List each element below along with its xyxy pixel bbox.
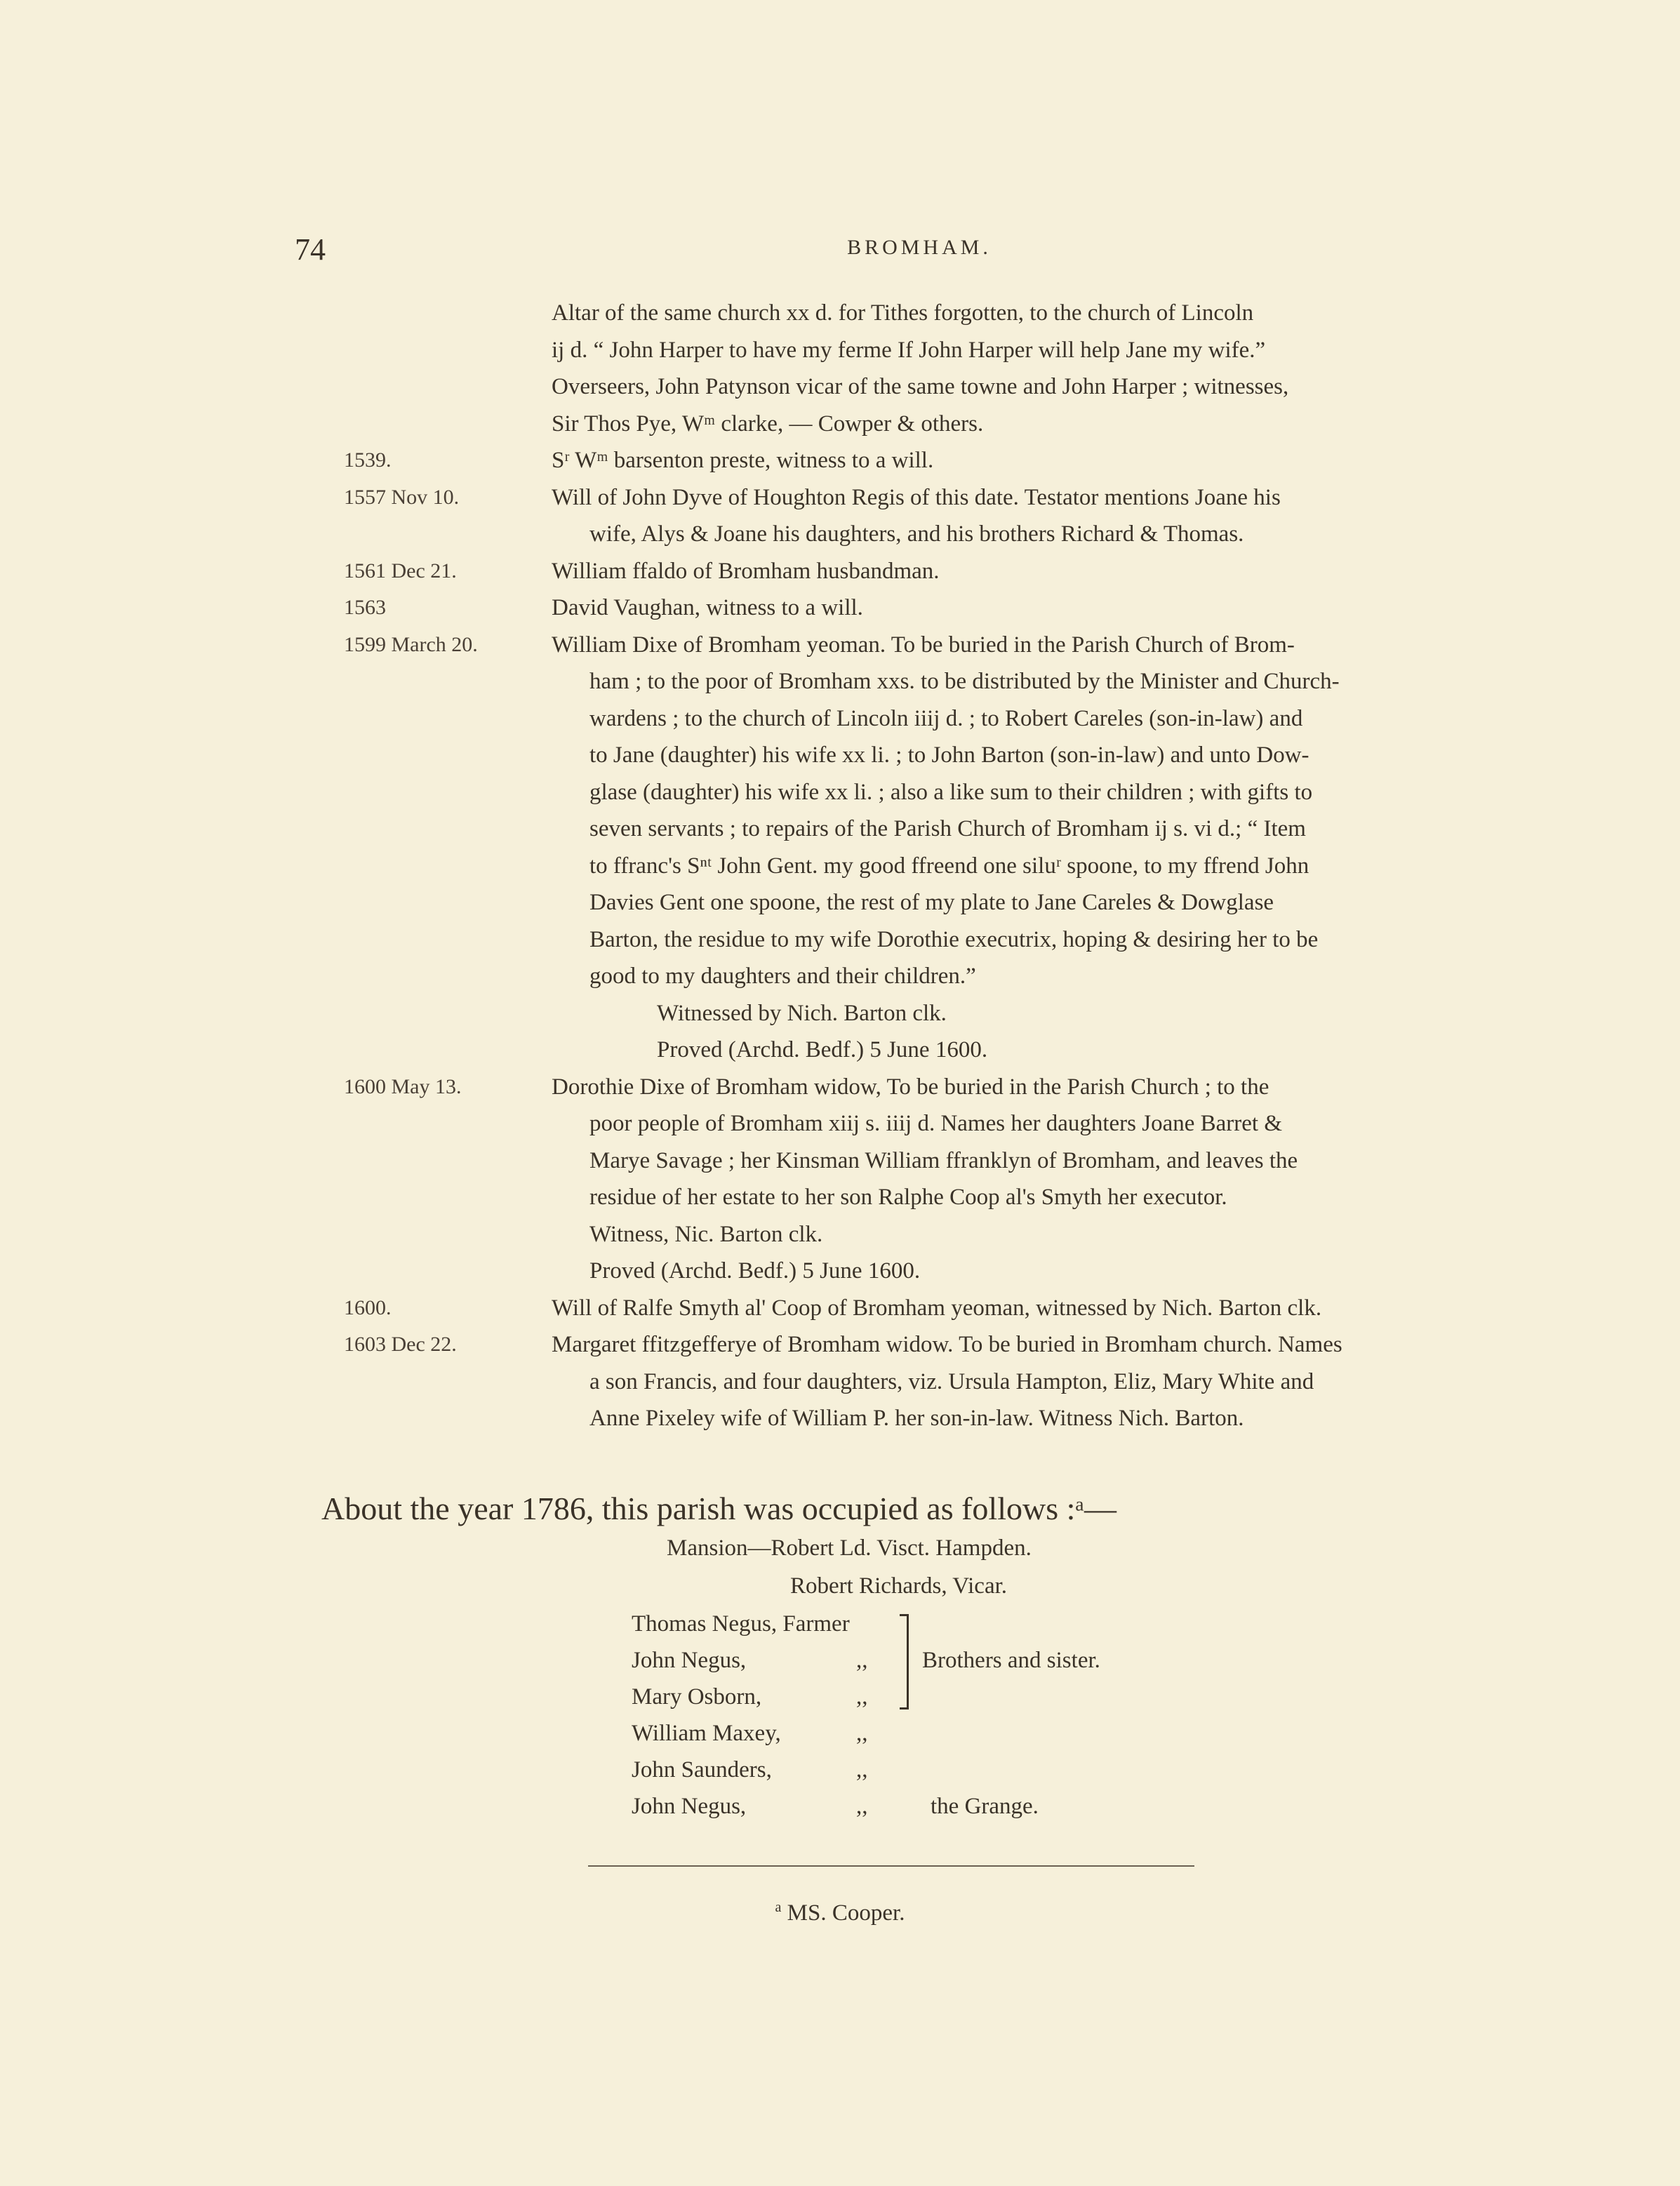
farmer-name: William Maxey, — [632, 1721, 781, 1746]
will-abstracts — [0, 295, 1680, 1437]
ditto-mark: ,, — [856, 1684, 868, 1710]
text-line: Margaret ffitzgefferye of Bromham widow. To be buried in Bromham church. Names — [552, 1332, 1342, 1357]
farmer-name: Thomas Negus, Farmer — [632, 1611, 850, 1637]
entry-date: 1563 — [344, 596, 386, 619]
intro-entry — [344, 295, 1537, 442]
text-line: Anne Pixeley wife of William P. her son-in-law. Witness Nich. Barton. — [589, 1406, 1244, 1431]
text-line: ham ; to the poor of Bromham xxs. to be distributed by the Minister and Church- — [589, 669, 1340, 694]
farmer-name: Mary Osborn, — [632, 1684, 762, 1710]
entry-date: 1599 March 20. — [344, 632, 478, 656]
text-line: good to my daughters and their children.” — [589, 964, 976, 989]
text-line: Davies Gent one spoone, the rest of my plate to Jane Careles & Dowglase — [589, 890, 1274, 915]
text-line: Will of John Dyve of Houghton Regis of this date. Testator mentions Joane his — [552, 484, 1281, 510]
text-line: Sir Thos Pye, Wᵐ clarke, — Cowper & others. — [552, 411, 984, 436]
text-line: Dorothie Dixe of Bromham widow, To be buried in the Parish Church ; to the — [552, 1074, 1269, 1100]
vicar-line: Robert Richards, Vicar. — [790, 1573, 1008, 1599]
ditto-mark: ,, — [856, 1757, 868, 1782]
entry-text — [552, 1326, 1537, 1437]
text-line: William ffaldo of Bromham husbandman. — [552, 558, 940, 584]
text-line: seven servants ; to repairs of the Parish Church of Bromham ij s. vi d.; “ Item — [589, 816, 1306, 841]
entry-text — [552, 442, 1537, 479]
text-line: Marye Savage ; her Kinsman William ffranklyn of Bromham, and leaves the — [589, 1147, 1298, 1173]
entry-date: 1603 Dec 22. — [344, 1333, 457, 1356]
entry-date: 1561 Dec 21. — [344, 559, 457, 582]
text-line: wife, Alys & Joane his daughters, and his brothers Richard & Thomas. — [589, 521, 1244, 547]
text-line: a son Francis, and four daughters, viz. Ursula Hampton, Eliz, Mary White and — [589, 1368, 1314, 1394]
entry-1600 — [344, 1290, 1537, 1327]
ditto-mark: ,, — [856, 1721, 868, 1746]
footnote-text: MS. Cooper. — [787, 1900, 905, 1926]
ditto-mark: ,, — [856, 1794, 868, 1819]
entry-text — [552, 1290, 1537, 1327]
entry-date: 1600. — [344, 1295, 392, 1319]
ditto-mark: ,, — [856, 1648, 868, 1673]
text-line: residue of her estate to her son Ralphe Coop al's Smyth her executor. — [589, 1185, 1227, 1210]
text-line: Witnessed by Nich. Barton clk. — [657, 1000, 947, 1026]
entry-date: 1600 May 13. — [344, 1074, 462, 1098]
entry-1599 — [344, 627, 1537, 1069]
mansion-line: Mansion—Robert Ld. Visct. Hampden. — [667, 1535, 1032, 1561]
page-header — [295, 232, 1544, 274]
page-number: 74 — [295, 232, 326, 267]
text-line: ij d. “ John Harper to have my ferme If John Harper will help Jane my wife.” — [552, 337, 1266, 363]
entry-text — [552, 553, 1537, 590]
entry-text — [552, 627, 1537, 1069]
occupants-heading: About the year 1786, this parish was occupied as follows :ᵃ— — [321, 1491, 1116, 1526]
entry-1557 — [344, 479, 1537, 553]
text-line: Barton, the residue to my wife Dorothie executrix, hoping & desiring her to be — [589, 926, 1319, 952]
text-line: poor people of Bromham xiij s. iiij d. Names her daughters Joane Barret & — [589, 1111, 1283, 1136]
text-line: Will of Ralfe Smyth al' Coop of Bromham yeoman, witnessed by Nich. Barton clk. — [552, 1295, 1322, 1321]
footnote — [0, 1900, 1680, 1926]
running-head: BROMHAM. — [847, 236, 992, 259]
text-line: Witness, Nic. Barton clk. — [589, 1221, 823, 1247]
entry-1600-may — [344, 1069, 1537, 1290]
entry-1603 — [344, 1326, 1537, 1437]
grange-note: the Grange. — [931, 1794, 1039, 1819]
entry-text — [552, 589, 1537, 627]
text-line: David Vaughan, witness to a will. — [552, 595, 863, 620]
farmer-name: John Saunders, — [632, 1757, 772, 1782]
entry-1561 — [344, 553, 1537, 590]
footnote-rule — [588, 1865, 1194, 1867]
text-line: William Dixe of Bromham yeoman. To be buried in the Parish Church of Brom- — [552, 632, 1295, 658]
entry-text — [552, 1069, 1537, 1290]
entry-1563 — [344, 589, 1537, 627]
text-line: Proved (Archd. Bedf.) 5 June 1600. — [589, 1258, 921, 1284]
footnote-marker: a — [775, 1900, 782, 1915]
text-line: Sʳ Wᵐ barsenton preste, witness to a will. — [552, 448, 934, 473]
text-line: to Jane (daughter) his wife xx li. ; to John Barton (son-in-law) and unto Dow- — [589, 742, 1309, 768]
farmer-name: John Negus, — [632, 1648, 747, 1673]
text-line: wardens ; to the church of Lincoln iiij d. ; to Robert Careles (son-in-law) and — [589, 705, 1303, 731]
text-line: Proved (Archd. Bedf.) 5 June 1600. — [657, 1037, 988, 1062]
entry-1539 — [344, 442, 1537, 479]
intro-text — [552, 295, 1537, 442]
text-line: glase (daughter) his wife xx li. ; also a like sum to their children ; with gifts to — [589, 779, 1313, 805]
farmer-name: John Negus, — [632, 1794, 747, 1819]
entry-date: 1539. — [344, 448, 392, 472]
brace-bracket — [900, 1614, 909, 1710]
text-line: Altar of the same church xx d. for Tithes forgotten, to the church of Lincoln — [552, 300, 1254, 326]
text-line: Overseers, John Patynson vicar of the same towne and John Harper ; witnesses, — [552, 374, 1289, 399]
entry-date: 1557 Nov 10. — [344, 485, 460, 509]
brace-note: Brothers and sister. — [922, 1648, 1100, 1673]
text-line: to ffranc's Sⁿᵗ John Gent. my good ffreend one siluʳ spoone, to my ffrend John — [589, 853, 1309, 879]
entry-text — [552, 479, 1537, 553]
